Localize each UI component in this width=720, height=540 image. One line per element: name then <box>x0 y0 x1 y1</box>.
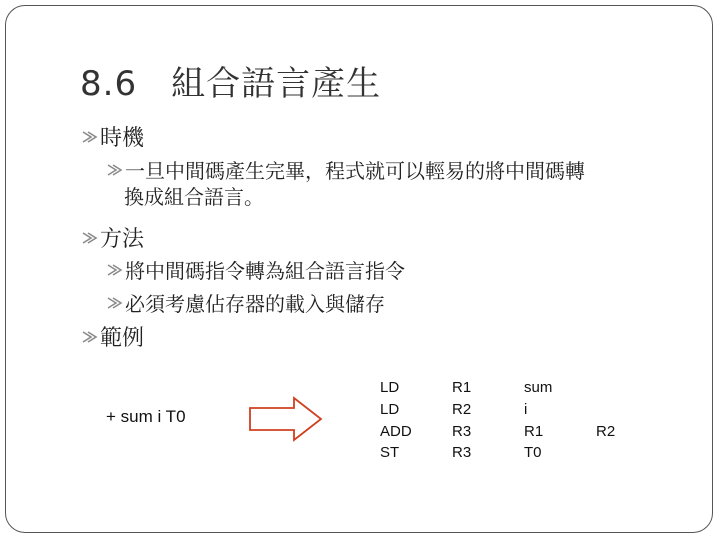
title-number: 8.6 <box>80 64 138 104</box>
bullet-continuation: 換成組合語言。 <box>124 185 264 209</box>
code-arg2: R1 <box>524 423 544 440</box>
bullet-timing-detail <box>107 155 585 184</box>
bullet-arrow-icon <box>82 330 98 344</box>
bullet-method <box>82 222 144 253</box>
slide-title <box>80 56 381 105</box>
right-arrow-icon <box>248 396 324 446</box>
code-arg1: R2 <box>452 401 472 418</box>
bullet-text: 一旦中間碼產生完畢，程式就可以輕易的將中間碼轉 <box>125 159 585 183</box>
bullet-text: 範例 <box>100 326 145 351</box>
code-arg2: sum <box>524 379 553 396</box>
bullet-arrow-icon <box>82 231 98 245</box>
code-op: LD <box>380 401 400 418</box>
bullet-text: 必須考慮佔存器的載入與儲存 <box>125 292 385 316</box>
bullet-text: 方法 <box>100 227 145 252</box>
title-text: 組合語言產生 <box>171 64 382 104</box>
bullet-timing <box>82 121 144 152</box>
bullet-text: 將中間碼指令轉為組合語言指令 <box>125 259 405 283</box>
bullet-arrow-icon <box>107 263 123 277</box>
bullet-method-item-1 <box>107 255 405 284</box>
bullet-example <box>82 321 144 352</box>
code-arg1: R1 <box>452 379 472 396</box>
bullet-text: 時機 <box>100 126 145 151</box>
code-arg2: i <box>524 401 528 418</box>
code-arg1: R3 <box>452 423 472 440</box>
code-arg1: R3 <box>452 444 472 461</box>
intermediate-code-expression: + sum i T0 <box>106 407 186 426</box>
code-arg3: R2 <box>596 423 616 440</box>
bullet-arrow-icon <box>107 296 123 310</box>
code-op: ADD <box>380 423 412 440</box>
bullet-method-item-2 <box>107 288 385 317</box>
code-op: ST <box>380 444 400 461</box>
bullet-arrow-icon <box>82 130 98 144</box>
bullet-arrow-icon <box>107 163 123 177</box>
code-arg2: T0 <box>524 444 542 461</box>
code-op: LD <box>380 379 400 396</box>
